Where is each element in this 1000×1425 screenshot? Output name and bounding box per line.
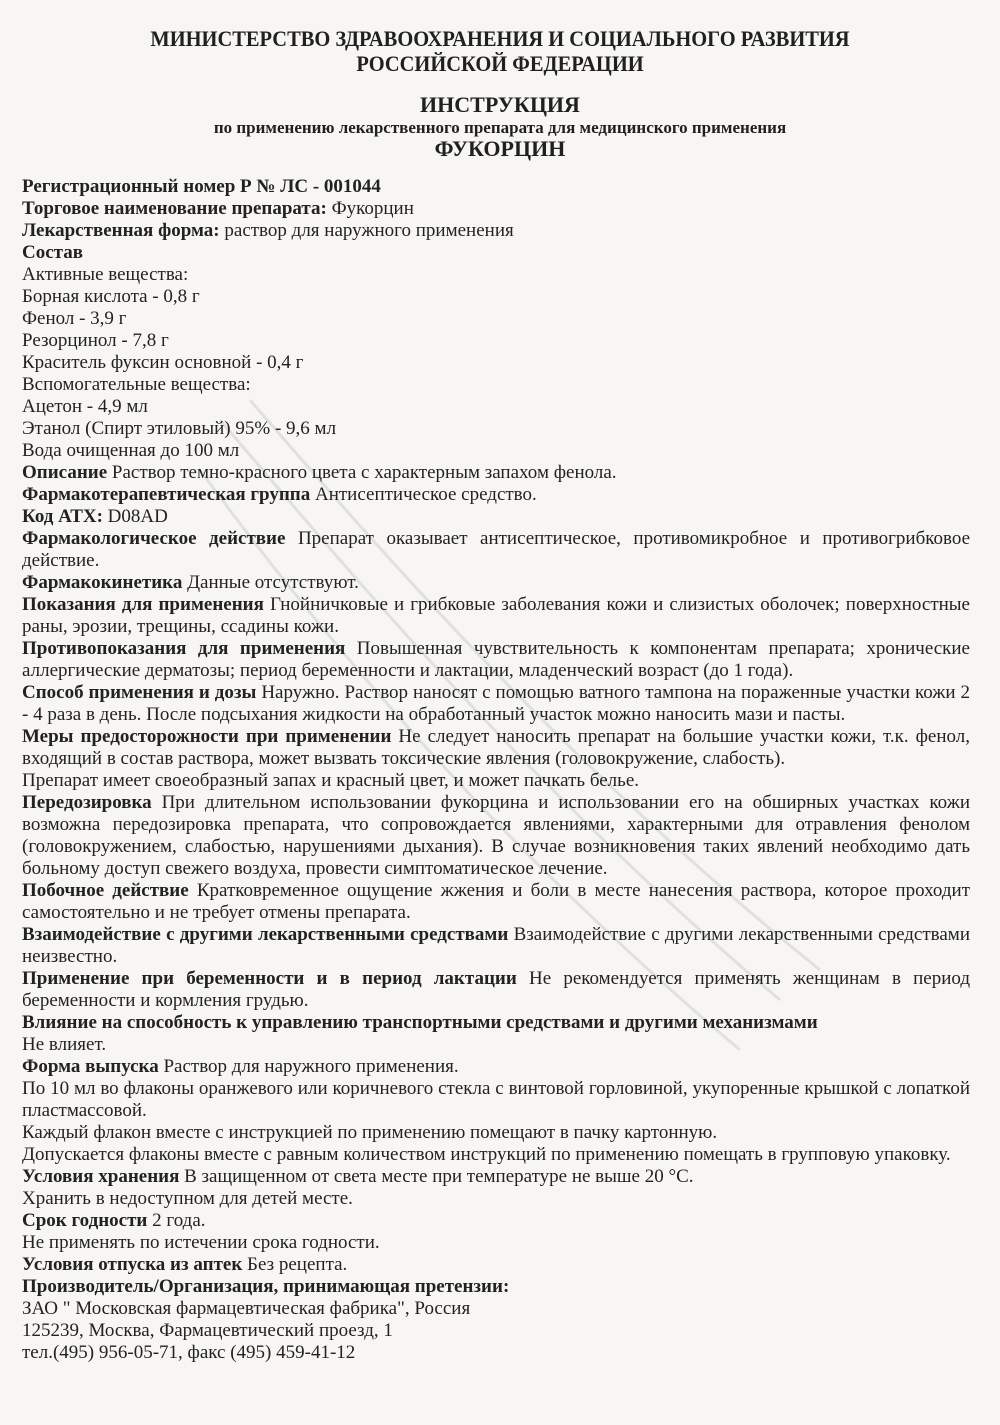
pregnancy-section	[22, 968, 970, 1012]
dosage-section	[22, 682, 970, 726]
dosage-label: Способ применения и дозы	[22, 682, 257, 703]
shelf-life-extra: Не применять по истечении срока годности.	[22, 1232, 380, 1253]
pregnancy-label: Применение при беременности и в период лактации	[22, 968, 517, 989]
active-substances-label: Активные вещества:	[22, 264, 189, 285]
interactions-section	[22, 924, 970, 968]
active-substance-item: Резорцинол - 7,8 г	[22, 330, 169, 351]
driving-value: Не влияет.	[22, 1034, 107, 1055]
excipient-item: Ацетон - 4,9 мл	[22, 396, 148, 417]
pharm-group-section	[22, 484, 970, 506]
manufacturer-line: тел.(495) 956-05-71, факс (495) 459-41-12	[22, 1342, 356, 1363]
dosage-value: Наружно. Раствор наносят с помощью ватного тампона на пораженные участки кожи 2 - 4 раза в день. После подсыхания жидкости на обработанный участок можно наносить мази и пасты.	[22, 682, 970, 725]
composition-label: Состав	[22, 242, 83, 263]
indications-value: Гнойничковые и грибковые заболевания кожи и слизистых оболочек; поверхностные раны, эрозии, трещины, ссадины кожи.	[22, 594, 970, 637]
shelf-life-value: 2 года.	[147, 1210, 206, 1231]
dispense-section	[22, 1254, 970, 1276]
trade-name-label: Торговое наименование препарата:	[22, 198, 327, 219]
side-effects-section	[22, 880, 970, 924]
precautions-value: Не следует наносить препарат на большие участки кожи, т.к. фенол, входящий в состав раствора, может вызвать токсические явления (головокружение, слабость).	[22, 726, 970, 769]
document-subtitle: по применению лекарственного препарата для медицинского применения	[213, 118, 787, 137]
description-value: Раствор темно-красного цвета с характерным запахом фенола.	[107, 462, 617, 483]
active-substance-item: Фенол - 3,9 г	[22, 308, 127, 329]
storage-label: Условия хранения	[22, 1166, 180, 1187]
ministry-line-2: РОССИЙСКОЙ ФЕДЕРАЦИИ	[356, 51, 644, 76]
precautions-section	[22, 726, 970, 770]
description-label: Описание	[22, 462, 108, 483]
shelf-life-label: Срок годности	[22, 1210, 148, 1231]
excipients-label: Вспомогательные вещества:	[22, 374, 251, 395]
dosage-form-value: раствор для наружного применения	[219, 220, 514, 241]
precautions-extra: Препарат имеет своеобразный запах и красный цвет, и может пачкать белье.	[22, 770, 640, 791]
storage-section	[22, 1166, 970, 1188]
dispense-label: Условия отпуска из аптек	[22, 1254, 243, 1275]
atc-value: D08AD	[102, 506, 168, 527]
document-title: ИНСТРУКЦИЯ	[420, 92, 580, 117]
pharmacokinetics-label: Фармакокинетика	[22, 572, 183, 593]
storage-extra: Хранить в недоступном для детей месте.	[22, 1188, 353, 1209]
release-form-line: Допускается флаконы вместе с равным количеством инструкций по применению помещать в групповую упаковку.	[22, 1144, 951, 1165]
manufacturer-line: ЗАО " Московская фармацевтическая фабрика", Россия	[22, 1298, 471, 1319]
pharm-group-value: Антисептическое средство.	[310, 484, 537, 505]
ministry-heading	[35, 26, 965, 76]
overdose-section	[22, 792, 970, 880]
interactions-label: Взаимодействие с другими лекарственными средствами	[22, 924, 509, 945]
release-form-line: По 10 мл во флаконы оранжевого или коричневого стекла с винтовой горловиной, укупоренные крышкой с лопаткой пластмассовой.	[22, 1078, 970, 1121]
description-section	[22, 462, 970, 484]
side-effects-label: Побочное действие	[22, 880, 189, 901]
pharmacology-label: Фармакологическое действие	[22, 528, 286, 549]
dosage-form-label: Лекарственная форма:	[22, 220, 220, 241]
active-substance-item: Борная кислота - 0,8 г	[22, 286, 200, 307]
shelf-life-section	[22, 1210, 970, 1232]
atc-label: Код АТХ:	[22, 506, 103, 527]
indications-label: Показания для применения	[22, 594, 264, 615]
storage-value: В защищенном от света месте при температуре не выше 20 °С.	[179, 1166, 694, 1187]
trade-name-section	[22, 198, 970, 220]
pharmacokinetics-value: Данные отсутствуют.	[182, 572, 359, 593]
drug-name: ФУКОРЦИН	[434, 136, 566, 161]
pharmacokinetics-section	[22, 572, 970, 594]
atc-section	[22, 506, 970, 528]
release-form-value: Раствор для наружного применения.	[158, 1056, 459, 1077]
active-substance-item: Краситель фуксин основной - 0,4 г	[22, 352, 304, 373]
pharmacology-value: Препарат оказывает антисептическое, противомикробное и противогрибковое действие.	[22, 528, 971, 571]
release-form-line: Каждый флакон вместе с инструкцией по применению помещают в пачку картонную.	[22, 1122, 718, 1143]
overdose-value: При длительном использовании фукорцина и использовании его на обширных участках кожи возможна передозировка препарата, что сопровождается явлениями, характерными для отравления фенолом (головокружением, слабостью, нарушениями дыхания). В случае возникновения таких явлений необходимо дать больному доступ свежего воздуха, провести симптоматическое лечение.	[22, 792, 970, 879]
indications-section	[22, 594, 970, 638]
contraindications-label: Противопоказания для применения	[22, 638, 346, 659]
side-effects-value: Кратковременное ощущение жжения и боли в месте нанесения раствора, которое проходит самостоятельно и не требует отмены препарата.	[22, 880, 970, 923]
registration-number: Регистрационный номер Р № ЛС - 001044	[22, 176, 381, 197]
release-form-section	[22, 1056, 970, 1078]
instruction-body	[22, 176, 970, 1364]
release-form-label: Форма выпуска	[22, 1056, 159, 1077]
pharm-group-label: Фармакотерапевтическая группа	[22, 484, 311, 505]
dosage-form-section	[22, 220, 970, 242]
trade-name-value: Фукорцин	[326, 198, 414, 219]
excipient-item: Вода очищенная до 100 мл	[22, 440, 240, 461]
pregnancy-value: Не рекомендуется применять женщинам в период беременности и кормления грудью.	[22, 968, 971, 1011]
contraindications-section	[22, 638, 970, 682]
interactions-value: Взаимодействие с другими лекарственными средствами неизвестно.	[22, 924, 971, 967]
excipient-item: Этанол (Спирт этиловый) 95% - 9,6 мл	[22, 418, 337, 439]
driving-label: Влияние на способность к управлению транспортными средствами и другими механизмами	[22, 1012, 818, 1033]
precautions-label: Меры предосторожности при применении	[22, 726, 392, 747]
overdose-label: Передозировка	[22, 792, 152, 813]
dispense-value: Без рецепта.	[242, 1254, 348, 1275]
contraindications-value: Повышенная чувствительность к компонентам препарата; хронические аллергические дерматозы; период беременности и лактации, младенческий возраст (до 1 года).	[22, 638, 970, 681]
pharmacology-section	[22, 528, 970, 572]
manufacturer-label: Производитель/Организация, принимающая претензии:	[22, 1276, 510, 1297]
ministry-line-1: МИНИСТЕРСТВО ЗДРАВООХРАНЕНИЯ И СОЦИАЛЬНОГО РАЗВИТИЯ	[150, 26, 850, 51]
manufacturer-line: 125239, Москва, Фармацевтический проезд, 1	[22, 1320, 393, 1341]
